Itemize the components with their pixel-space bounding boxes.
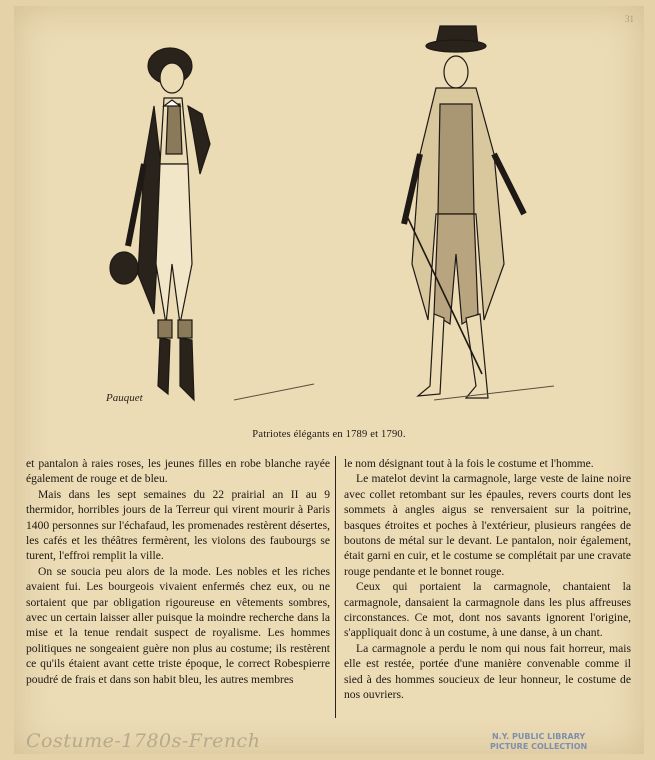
- paragraph: La carmagnole a perdu le nom qui nous fait horreur, mais elle est restée, portée d'une manière convenable comme il sied à des hommes soucieux de leur honneur, le costume de nos ouvriers.: [344, 641, 631, 702]
- paragraph: On se soucia peu alors de la mode. Les nobles et les riches avaient fui. Les bourgeois vivaient enfermés chez eux, ou ne sortaient que par obligation rigoureuse en vêtements sombres, avec un certain laisser aller puisque la moindre recherche dans la mise et la tenue rendait suspect de royalisme. Les hommes politiques ne songeaient guère non plus au costume; ils restèrent ce qu'ils étaient avant cette triste époque, le correct Robespierre poudré de frais et dans son habit bleu, les autres membres: [26, 564, 330, 686]
- striped-waistcoat: [166, 104, 182, 154]
- paragraph: Le matelot devint la carmagnole, large veste de laine noire avec collet retombant sur les épaules, revers courts dont les sommets à angles aigus se renversaient sur la poitrine, basques étroites et poches à l'extérieur, plusieurs rangées de boutons de métal sur le devant. Le pantalon, noir également, était garni en cuir, et le costume se complétait par une cravate rouge pendante et le bonnet rouge.: [344, 472, 631, 578]
- book-page: [14, 6, 644, 754]
- left-boot: [158, 338, 170, 394]
- right-boot: [180, 338, 194, 400]
- column-divider: [335, 456, 336, 718]
- engraver-signature: Pauquet: [106, 392, 143, 404]
- right-figure: [404, 26, 524, 398]
- plate-caption: Patriotes élégants en 1789 et 1790.: [252, 429, 406, 440]
- library-stamp: [490, 732, 587, 752]
- paragraph: le nom désignant tout à la fois le costume et l'homme.: [344, 457, 594, 470]
- hat-in-hand: [110, 252, 138, 284]
- page-number: 31: [625, 14, 634, 24]
- breeches: [434, 214, 478, 324]
- paragraph: Mais dans les sept semaines du 22 prairial an II au 9 thermidor, horribles jours de la Terreur qui virent mourir à Paris 1400 personnes sur l'échafaud, les promenades restèrent désertes, les cafés et les théâtres fermèrent, les violons des faubourgs se turent, l'effroi remplit la ville.: [26, 487, 330, 563]
- left-text-column: [26, 456, 330, 687]
- stamp-line-2: PICTURE COLLECTION: [490, 742, 588, 751]
- handwritten-catalog-note: Costume-1780s-French: [26, 730, 261, 752]
- right-text-column: [344, 456, 631, 703]
- stamp-line-1: N.Y. PUBLIC LIBRARY: [491, 732, 586, 741]
- waistcoat: [438, 104, 474, 214]
- ground-shadow: [234, 384, 314, 400]
- left-figure: [110, 48, 210, 400]
- engraving-two-patriots: [84, 14, 584, 426]
- paragraph: Ceux qui portaient la carmagnole, chantaient la carmagnole, dansaient la carmagnole dans les plus affreuses circonstances. Ce mot, dont nos savants ignorent l'origine, s'appliquait donc à un costume, à une danse, à un chant.: [344, 580, 631, 640]
- paragraph: et pantalon à raies roses, les jeunes filles en robe blanche rayée également de rouge et de bleu.: [26, 457, 330, 486]
